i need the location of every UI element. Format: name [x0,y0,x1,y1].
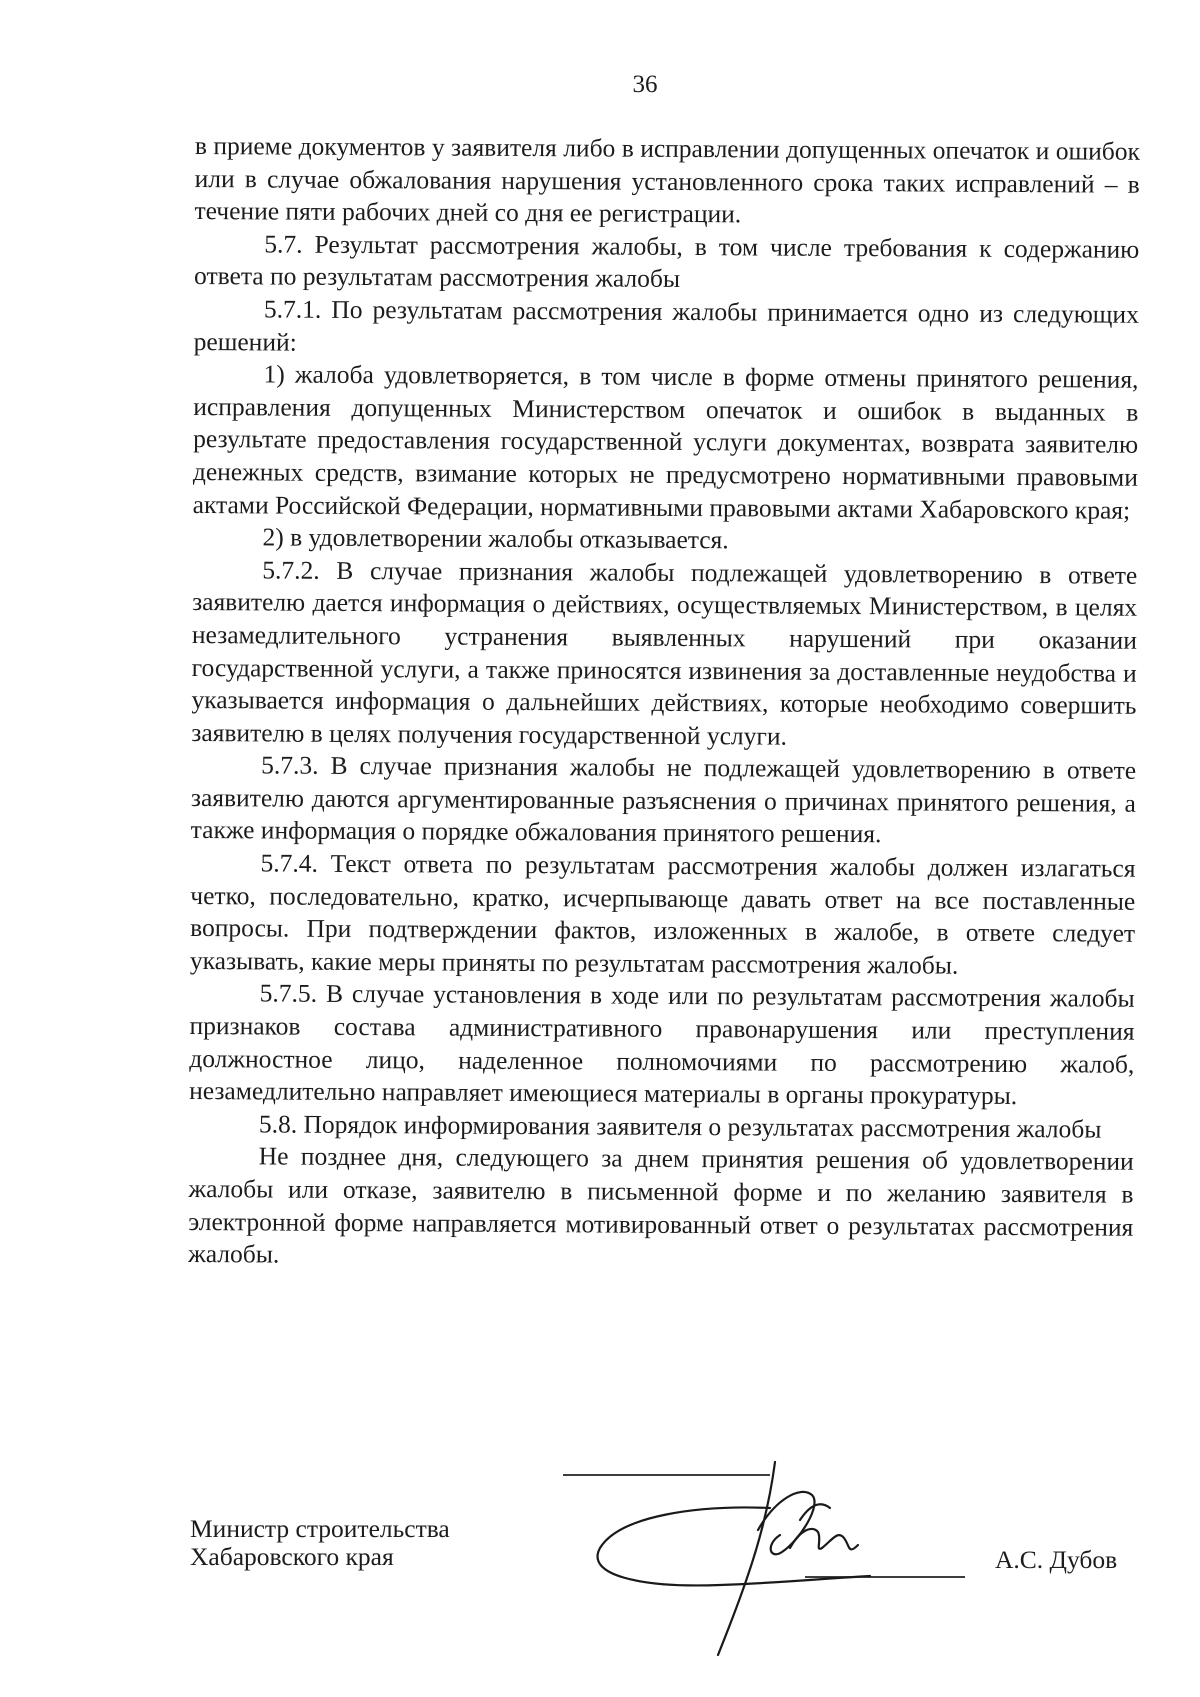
paragraph-5-7-heading: 5.7. Результат рассмотрения жалобы, в том числе требования к содержанию ответа по результатам рассмотрения жалобы [194,229,1140,294]
signatory-name: А.С. Дубов [995,1545,1118,1574]
paragraph-5-7-3: 5.7.3. В случае признания жалобы не подлежащей удовлетворению в ответе заявителю даются аргументированные разъяснения о причинах принятого решения, а также информация о порядке обжалования принятого решения. [190,750,1137,849]
page-number: 36 [632,71,658,98]
paragraph-5-7-1: 5.7.1. По результатам рассмотрения жалобы принимается одно из следующих решений: [193,294,1139,357]
paragraph-5-7-2: 5.7.2. В случае признания жалобы подлежащей удовлетворению в ответе заявителю дается информация о действиях, осуществляемых Министерством, в целях незамедлительного устранения выявленных нарушений при оказании государственной услуги, а также приносятся извинения за доставленные неудобства и указывается информация о дальнейших действиях, которые необходимо совершить заявителю в целях получения государственной услуги. [191,555,1138,751]
signature-strokes [598,1462,870,1655]
paragraph-decision-1: 1) жалоба удовлетворяется, в том числе в форме отмены принятого решения, исправления допущенных Министерством опечаток и ошибок в выданных в результате предоставления государственной услуги документах, возврата заявителю денежных средств, взимание которых не предусмотрено нормативными правовыми актами Российской Федерации, нормативными правовыми актами Хабаровского края; [192,359,1139,525]
paragraph-continuation: в приеме документов у заявителя либо в исправлении допущенных опечаток и ошибок или в случае обжалования нарушения установленного срока таких исправлений – в течение пяти рабочих дней со дня ее регистрации. [194,130,1140,229]
signatory-position: Министр строительства Хабаровского края [190,1514,450,1571]
paragraph-5-7-5: 5.7.5. В случае установления в ходе или по результатам рассмотрения жалобы признаков состава административного правонарушения или преступления должностное лицо, наделенное полномочиями по рассмотрению жалоб, незамедлительно направляет имеющиеся материалы в органы прокуратуры. [189,978,1135,1111]
paragraph-5-7-4: 5.7.4. Текст ответа по результатам рассмотрения жалобы должен излагаться четко, последовательно, кратко, исчерпывающе давать ответ на все поставленные вопросы. При подтверждении фактов, изложенных в жалобе, в ответе следует указывать, какие меры приняты по результатам рассмотрения жалобы. [189,848,1136,980]
paragraph-5-8-body: Не позднее дня, следующего за днем принятия решения об удовлетворении жалобы или отказе, заявителю в письменной форме и по желанию заявителя в электронной форме направляется мотивированный ответ о результатах рассмотрения жалобы. [188,1141,1134,1269]
paragraph-5-8-heading: 5.8. Порядок информирования заявителя о результатах рассмотрения жалобы [258,1109,1102,1144]
paragraph-decision-2: 2) в удовлетворении жалобы отказывается. [262,522,729,555]
